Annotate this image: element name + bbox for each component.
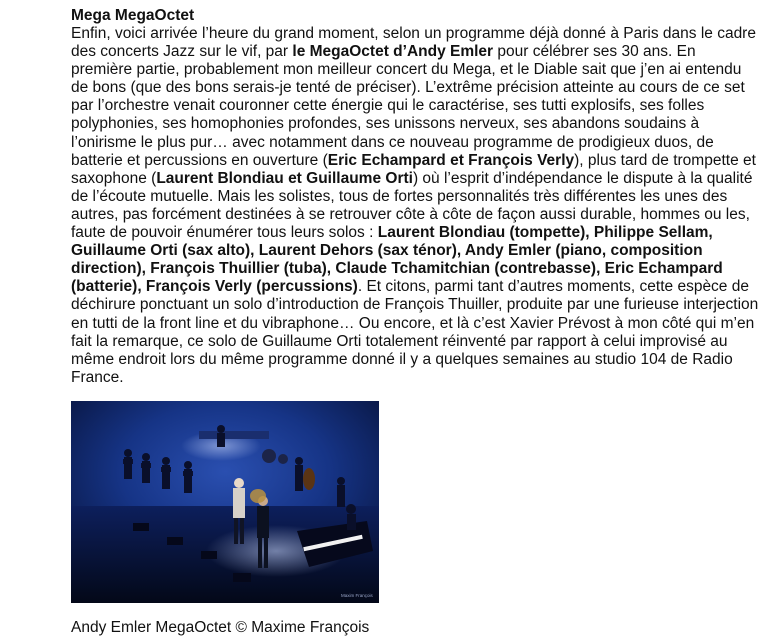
photo-watermark: Maxim François — [341, 593, 373, 598]
photo-caption: Andy Emler MegaOctet © Maxime François — [71, 619, 370, 636]
article — [71, 7, 761, 387]
bold-text: Eric Echampard et François Verly — [327, 151, 575, 169]
body-text: ) où l’esprit d’indépendance le dispute à la qualité de l’écoute mutuelle. Mais les solistes, tous de fortes personnalités très différentes les unes des autres, pas forcément destinées à se retrouver côte à côte de façon aussi durable, hommes ou les, faute de pouvoir énumérer tous leurs solos : — [71, 169, 753, 242]
concert-photo-image — [71, 401, 379, 603]
body-text: ), plus tard de trompette et saxophone ( — [71, 151, 756, 187]
body-text: . Et citons, parmi tant d’autres moments, cette espèce de déchirure ponctuant un solo d’introduction de François Thuiller, produite par une furieuse interjection en tutti de la front line et du vibraphone… Ou encore, et là c’est Xavier Prévost à mon côté qui m’en fait la remarque, ce solo de Guillaume Orti totalement réinventé par rapport à celui improvisé au même endroit lors du même programme donné il y a quelques semaines au studio 104 de Radio France. — [71, 278, 759, 386]
bold-text: Laurent Blondiau et Guillaume Orti — [156, 169, 413, 187]
body-text: Enfin, voici arrivée l’heure du grand moment, selon un programme déjà donné à Paris dans le cadre des concerts Jazz sur le vif, par — [71, 25, 756, 61]
article-title: Mega MegaOctet — [71, 7, 195, 24]
article-body — [71, 25, 761, 387]
concert-photo — [71, 401, 379, 603]
body-text: pour célébrer ses 30 ans. En première partie, probablement mon meilleur concert du Mega, et le Diable sait que j’en ai entendu de bons (que des bons serais-je tenté de préciser). L’extrême précision atteinte au cours de ce set par l’orchestre venait couronner cette énergie qui le caractérise, ses tutti explosifs, ses folles polyphonies, ses homophonies profondes, ses unissons nerveux, ses abandons soudains à l’onirisme le plus pur… avec notamment dans ce nouveau programme de prodigieux duos, de batterie et percussions en ouverture ( — [71, 43, 745, 169]
bold-text: Laurent Blondiau (tompette), Philippe Sellam, Guillaume Orti (sax alto), Laurent Dehors (sax ténor), Andy Emler (piano, composition direction), François Thuillier (tuba), Claude Tchamitchian (contrebasse), Eric Echampard (batterie), François Verly (percussions) — [71, 224, 723, 296]
bold-text: le MegaOctet d’Andy Emler — [292, 43, 494, 61]
